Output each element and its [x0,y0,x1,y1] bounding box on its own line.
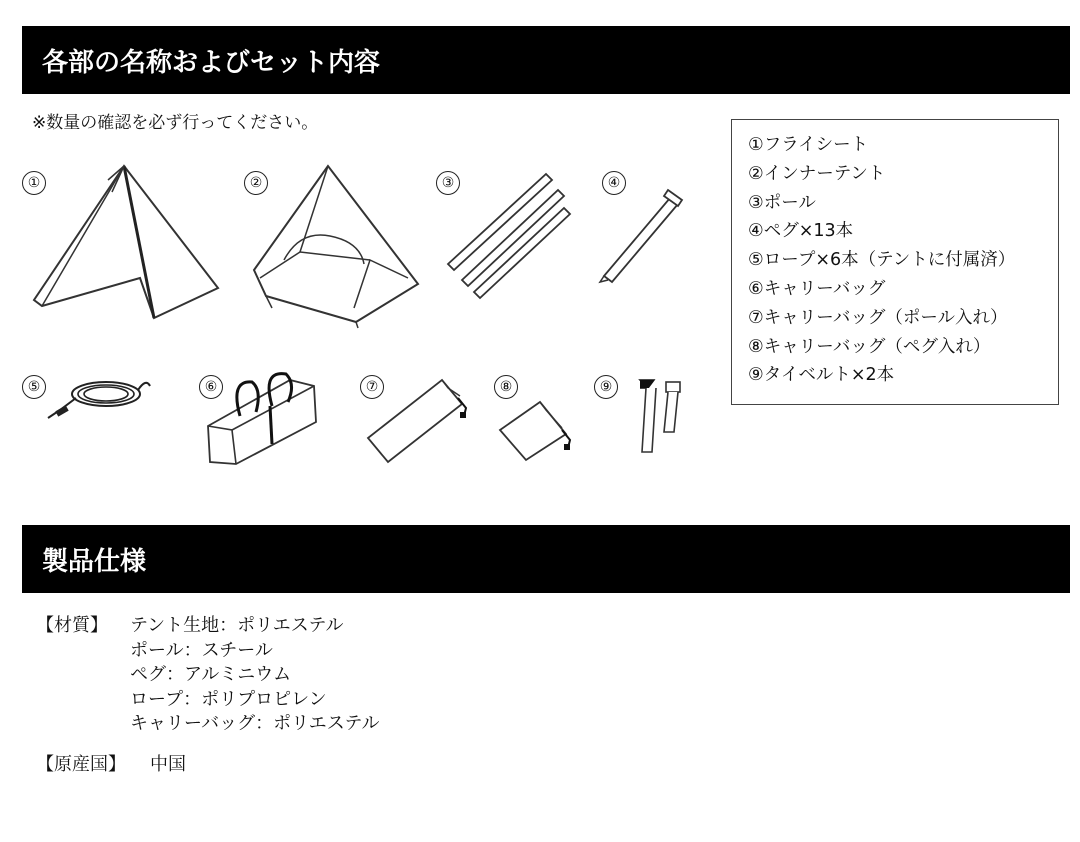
list-item: ③ポール [748,192,816,213]
list-item: ⑦キャリーバッグ（ポール入れ） [748,307,1008,328]
section-title-parts: 各部の名称およびセット内容 [42,47,381,78]
figure-number-9: ⑨ [594,375,618,399]
section-header-specs [22,525,1070,593]
contents-list [731,119,1059,405]
figure-number-8: ⑧ [494,375,518,399]
fly-sheet-icon [30,160,230,325]
origin-value: 中国 [150,754,186,775]
inner-tent-icon [240,160,425,330]
carry-bag-icon [200,366,320,471]
list-item: ①フライシート [748,135,869,155]
quantity-note: ※数量の確認を必ず行ってください。 [32,113,319,133]
figure-number-4: ④ [602,171,626,195]
material-list [130,614,379,737]
figure-number-5: ⑤ [22,375,46,399]
material-line: テント生地：ポリエステル [130,615,344,636]
list-item: ⑨タイベルト×2本 [748,365,895,386]
material-line: キャリーバッグ：ポリエステル [130,713,380,734]
list-item: ⑥キャリーバッグ [748,278,886,299]
material-line: ペグ：アルミニウム [130,664,292,685]
list-item: ⑧キャリーバッグ（ペグ入れ） [748,336,991,357]
rope-icon [42,372,152,432]
material-line: ポール：スチール [130,639,273,661]
section-title-specs: 製品仕様 [42,546,147,577]
peg-bag-icon [496,398,581,463]
figure-number-1: ① [22,171,46,195]
tie-belt-icon [636,376,686,456]
figure-number-7: ⑦ [360,375,384,399]
list-item: ④ペグ×13本 [748,221,854,242]
figure-number-6: ⑥ [199,375,223,399]
material-label: 【材質】 [36,615,108,636]
figure-number-3: ③ [436,171,460,195]
origin-label: 【原産国】 [36,754,126,775]
peg-icon [598,184,688,284]
section-header-parts [22,26,1070,94]
list-item: ②インナーテント [748,163,886,184]
poles-icon [444,168,574,298]
figure-number-2: ② [244,171,268,195]
material-line: ロープ：ポリプロピレン [130,688,327,710]
pole-bag-icon [364,374,474,469]
list-item: ⑤ロープ×6本（テントに付属済） [748,250,1016,271]
